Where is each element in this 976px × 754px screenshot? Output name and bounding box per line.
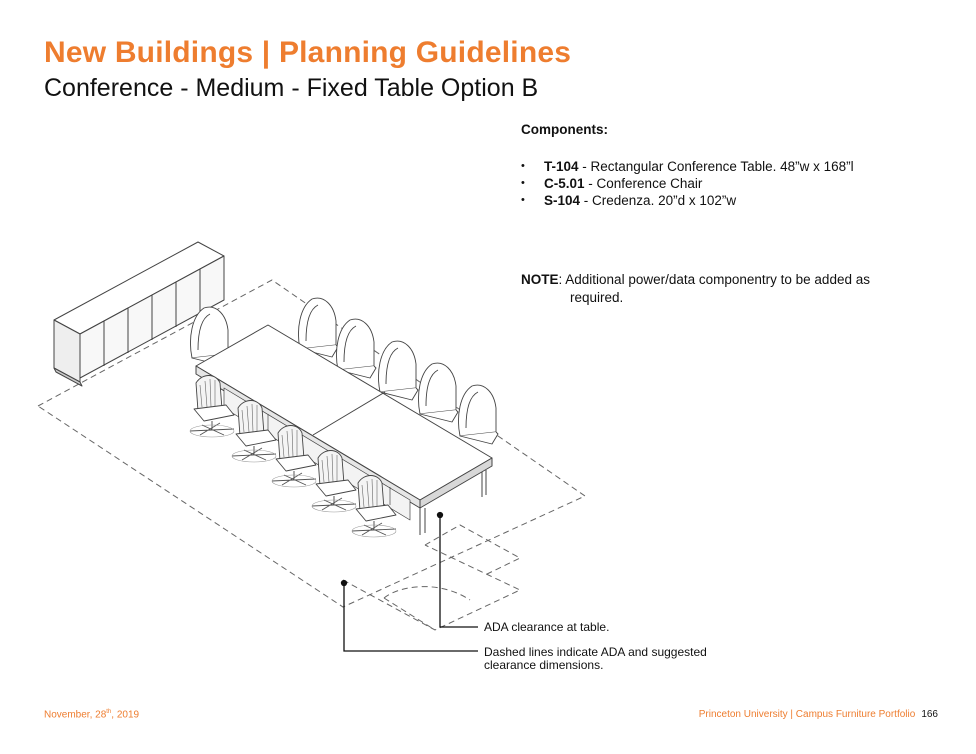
note-label: NOTE [521,272,559,287]
note-line-1: : Additional power/data componentry to be added as [558,272,870,287]
footer-portfolio: Princeton University | Campus Furniture Portfolio [698,709,916,720]
component-desc: - Conference Chair [584,176,703,191]
component-desc: - Credenza. 20”d x 102”w [580,193,737,208]
callout-dashed-line-2: clearance dimensions. [484,658,604,672]
page-subtitle: Conference - Medium - Fixed Table Option B [44,74,539,102]
callout-dashed-lines [484,646,707,672]
callout-leader-ada [438,513,479,628]
component-code: T-104 [544,159,579,174]
footer-date-sup: th [106,709,112,715]
callout-dashed-line-1: Dashed lines indicate ADA and suggested [484,645,707,659]
components-heading: Components: [521,122,608,137]
callout-ada-clearance: ADA clearance at table. [484,620,610,634]
component-code: S-104 [544,193,581,208]
page-title: New Buildings | Planning Guidelines [44,36,572,69]
component-code: C-5.01 [544,176,585,191]
footer-date-main: November, 28 [44,709,107,721]
component-desc: - Rectangular Conference Table. 48”w x 168”l [578,159,854,174]
footer-source [699,709,938,720]
note-line-2: required. [570,290,624,305]
footer-date [44,709,139,720]
page-number: 166 [921,709,938,720]
footer-date-year: , 2019 [111,709,140,721]
